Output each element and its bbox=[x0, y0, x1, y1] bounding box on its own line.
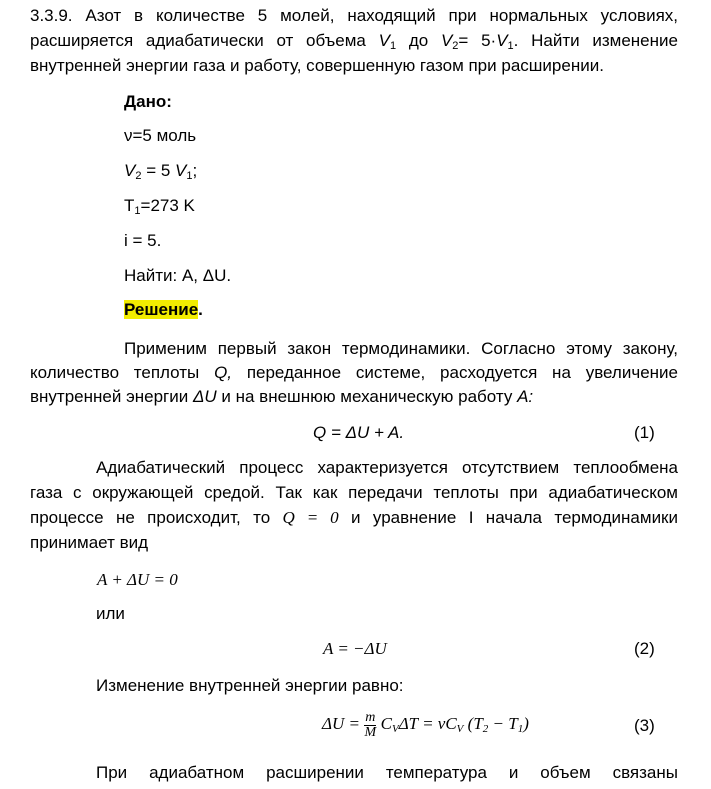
equation-3: ΔU = $\frac{m}{M}$ $C_V\Delta T = \nu C_V$ $(T_2 - T_1)$ bbox=[322, 709, 529, 740]
p1-line-2: количество теплоты Q, переданное системе, расходуется на увеличение bbox=[30, 363, 678, 382]
problem-number: 3.3.9. bbox=[30, 6, 73, 25]
p2-line-1: Адиабатический процесс характеризуется отсутствием теплообмена bbox=[96, 458, 678, 477]
problem-line-2: расширяется адиабатически от объема $V_1$ до $V_2= 5\cdot V_1$. Найти изменение bbox=[30, 31, 678, 52]
fraction-m-over-M: $\frac{m}{M}$ bbox=[364, 709, 377, 740]
given-title: Дано: bbox=[124, 92, 172, 111]
equation-2-number: (2) bbox=[634, 639, 655, 658]
solution-title: Решение. bbox=[124, 300, 203, 319]
given-nu: ν=5 моль bbox=[124, 126, 197, 145]
p2-line-4: принимает вид bbox=[30, 533, 149, 552]
given-i: i = 5. bbox=[124, 231, 162, 250]
p1-line-1: Применим первый закон термодинамики. Согласно этому закону, bbox=[124, 339, 678, 358]
equation-1: Q = ΔU + A. bbox=[313, 423, 405, 442]
given-find: Найти: A, ΔU. bbox=[124, 266, 232, 285]
equation-2: A = −ΔU bbox=[323, 639, 387, 658]
or-word: или bbox=[96, 604, 125, 623]
p4-line: При адиабатном расширении температура и объем связаны bbox=[96, 763, 678, 782]
equation-3-number: (3) bbox=[634, 716, 655, 735]
equation-adiabatic: A + ΔU = 0 bbox=[97, 570, 178, 589]
given-v2: $V_2 = 5$ $V_1$; bbox=[124, 161, 198, 182]
p2-line-2: газа с окружающей средой. Так как передачи теплоты при адиабатическом bbox=[30, 483, 678, 502]
p2-line-3: процессе не происходит, то Q = 0 и уравнение I начала термодинамики bbox=[30, 508, 678, 527]
problem-line-3: внутренней энергии газа и работу, совершенную газом при расширении. bbox=[30, 56, 604, 75]
p1-line-3: внутренней энергии ΔU и на внешнюю механическую работу A: bbox=[30, 387, 534, 406]
equation-1-number: (1) bbox=[634, 423, 655, 442]
p3-line: Изменение внутренней энергии равно: bbox=[96, 676, 404, 695]
problem-line-1: 3.3.9. Азот в количестве 5 молей, находящий при нормальных условиях, bbox=[30, 6, 678, 25]
given-t1: $T_1=273$ K bbox=[124, 196, 195, 217]
